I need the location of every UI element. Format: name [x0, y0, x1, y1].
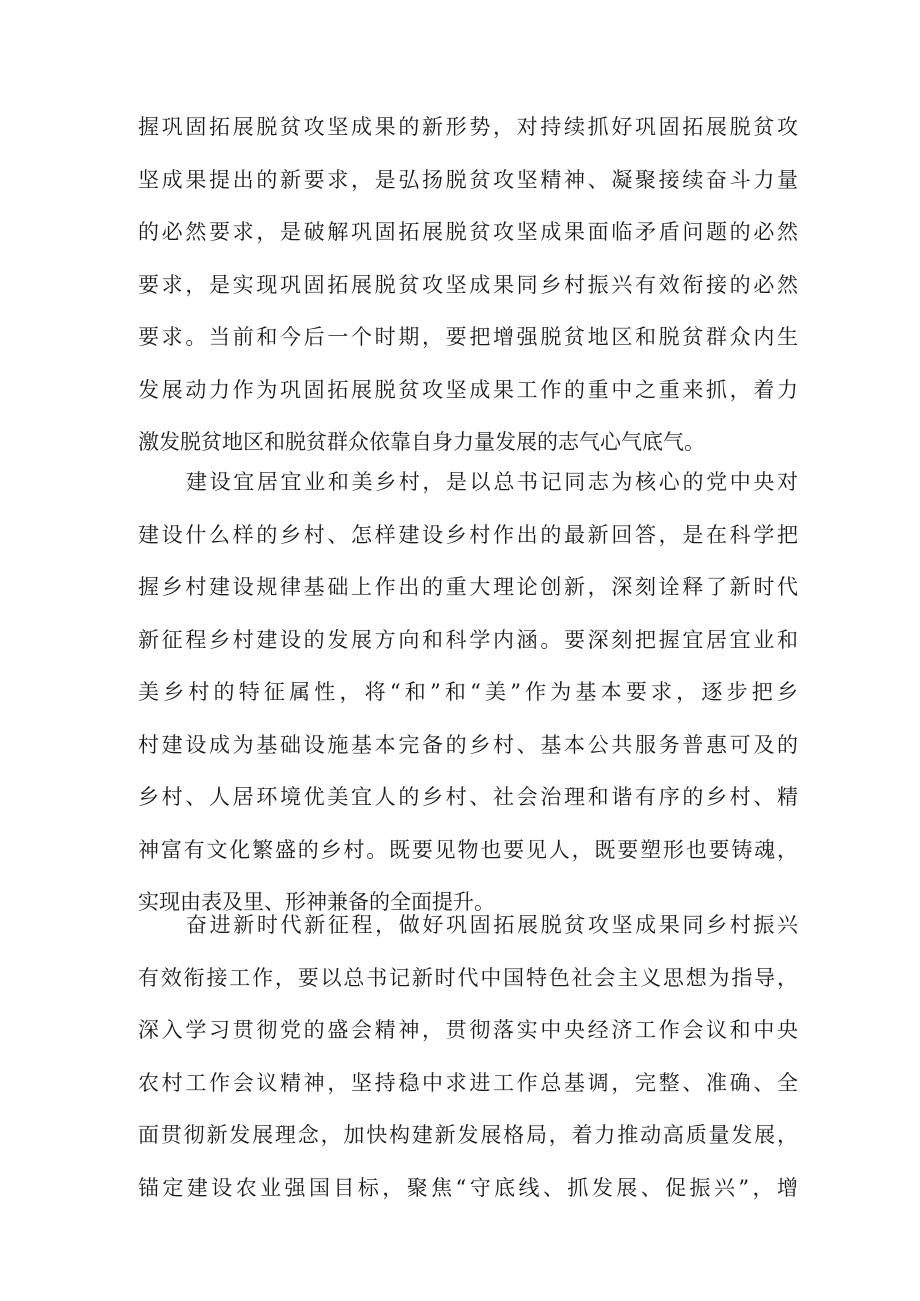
text-line: 深入学习贯彻党的盛会精神，贯彻落实中央经济工作会议和中央 [138, 1018, 798, 1042]
text-line: 要求。当前和今后一个时期，要把增强脱贫地区和脱贫群众内生 [138, 325, 798, 349]
text-line: 神富有文化繁盛的乡村。既要见物也要见人，既要塑形也要铸魂， [138, 837, 798, 862]
text-line: 面贯彻新发展理念，加快构建新发展格局，着力推动高质量发展， [138, 1123, 798, 1147]
text-line: 的必然要求，是破解巩固拓展脱贫攻坚成果面临矛盾问题的必然 [138, 220, 798, 244]
paragraph-3 [138, 899, 798, 1214]
text-line: 坚成果提出的新要求，是弘扬脱贫攻坚精神、凝聚接续奋斗力量 [138, 167, 798, 192]
text-line: 要求，是实现巩固拓展脱贫攻坚成果同乡村振兴有效衔接的必然 [138, 272, 798, 297]
text-line: 握巩固拓展脱贫攻坚成果的新形势，对持续抓好巩固拓展脱贫攻 [138, 115, 798, 139]
text-line: 农村工作会议精神，坚持稳中求进工作总基调，完整、准确、全 [138, 1070, 798, 1095]
text-line: 激发脱贫地区和脱贫群众依靠自身力量发展的志气心气底气。 [138, 430, 705, 454]
text-line: 村建设成为基础设施基本完备的乡村、基本公共服务普惠可及的 [138, 732, 798, 757]
text-line: 锚定建设农业强国目标，聚焦“守底线、抓发展、促振兴”，增 [138, 1175, 798, 1200]
text-line: 发展动力作为巩固拓展脱贫攻坚成果工作的重中之重来抓，着力 [138, 377, 798, 402]
text-line: 有效衔接工作，要以总书记新时代中国特色社会主义思想为指导， [138, 965, 798, 990]
text-line: 建设宜居宜业和美乡村，是以总书记同志为核心的党中央对 [186, 470, 798, 494]
paragraph-2 [138, 456, 798, 929]
paragraph-1 [138, 101, 798, 469]
text-line: 乡村、人居环境优美宜人的乡村、社会治理和谐有序的乡村、精 [138, 785, 798, 809]
text-line: 握乡村建设规律基础上作出的重大理论创新，深刻诠释了新时代 [138, 575, 798, 599]
text-line: 新征程乡村建设的发展方向和科学内涵。要深刻把握宜居宜业和 [138, 627, 798, 652]
text-line: 美乡村的特征属性，将“和”和“美”作为基本要求，逐步把乡 [138, 680, 798, 704]
text-line: 奋进新时代新征程，做好巩固拓展脱贫攻坚成果同乡村振兴 [186, 913, 798, 937]
text-line: 实现由表及里、形神兼备的全面提升。 [138, 890, 495, 914]
text-line: 建设什么样的乡村、怎样建设乡村作出的最新回答，是在科学把 [138, 522, 798, 547]
